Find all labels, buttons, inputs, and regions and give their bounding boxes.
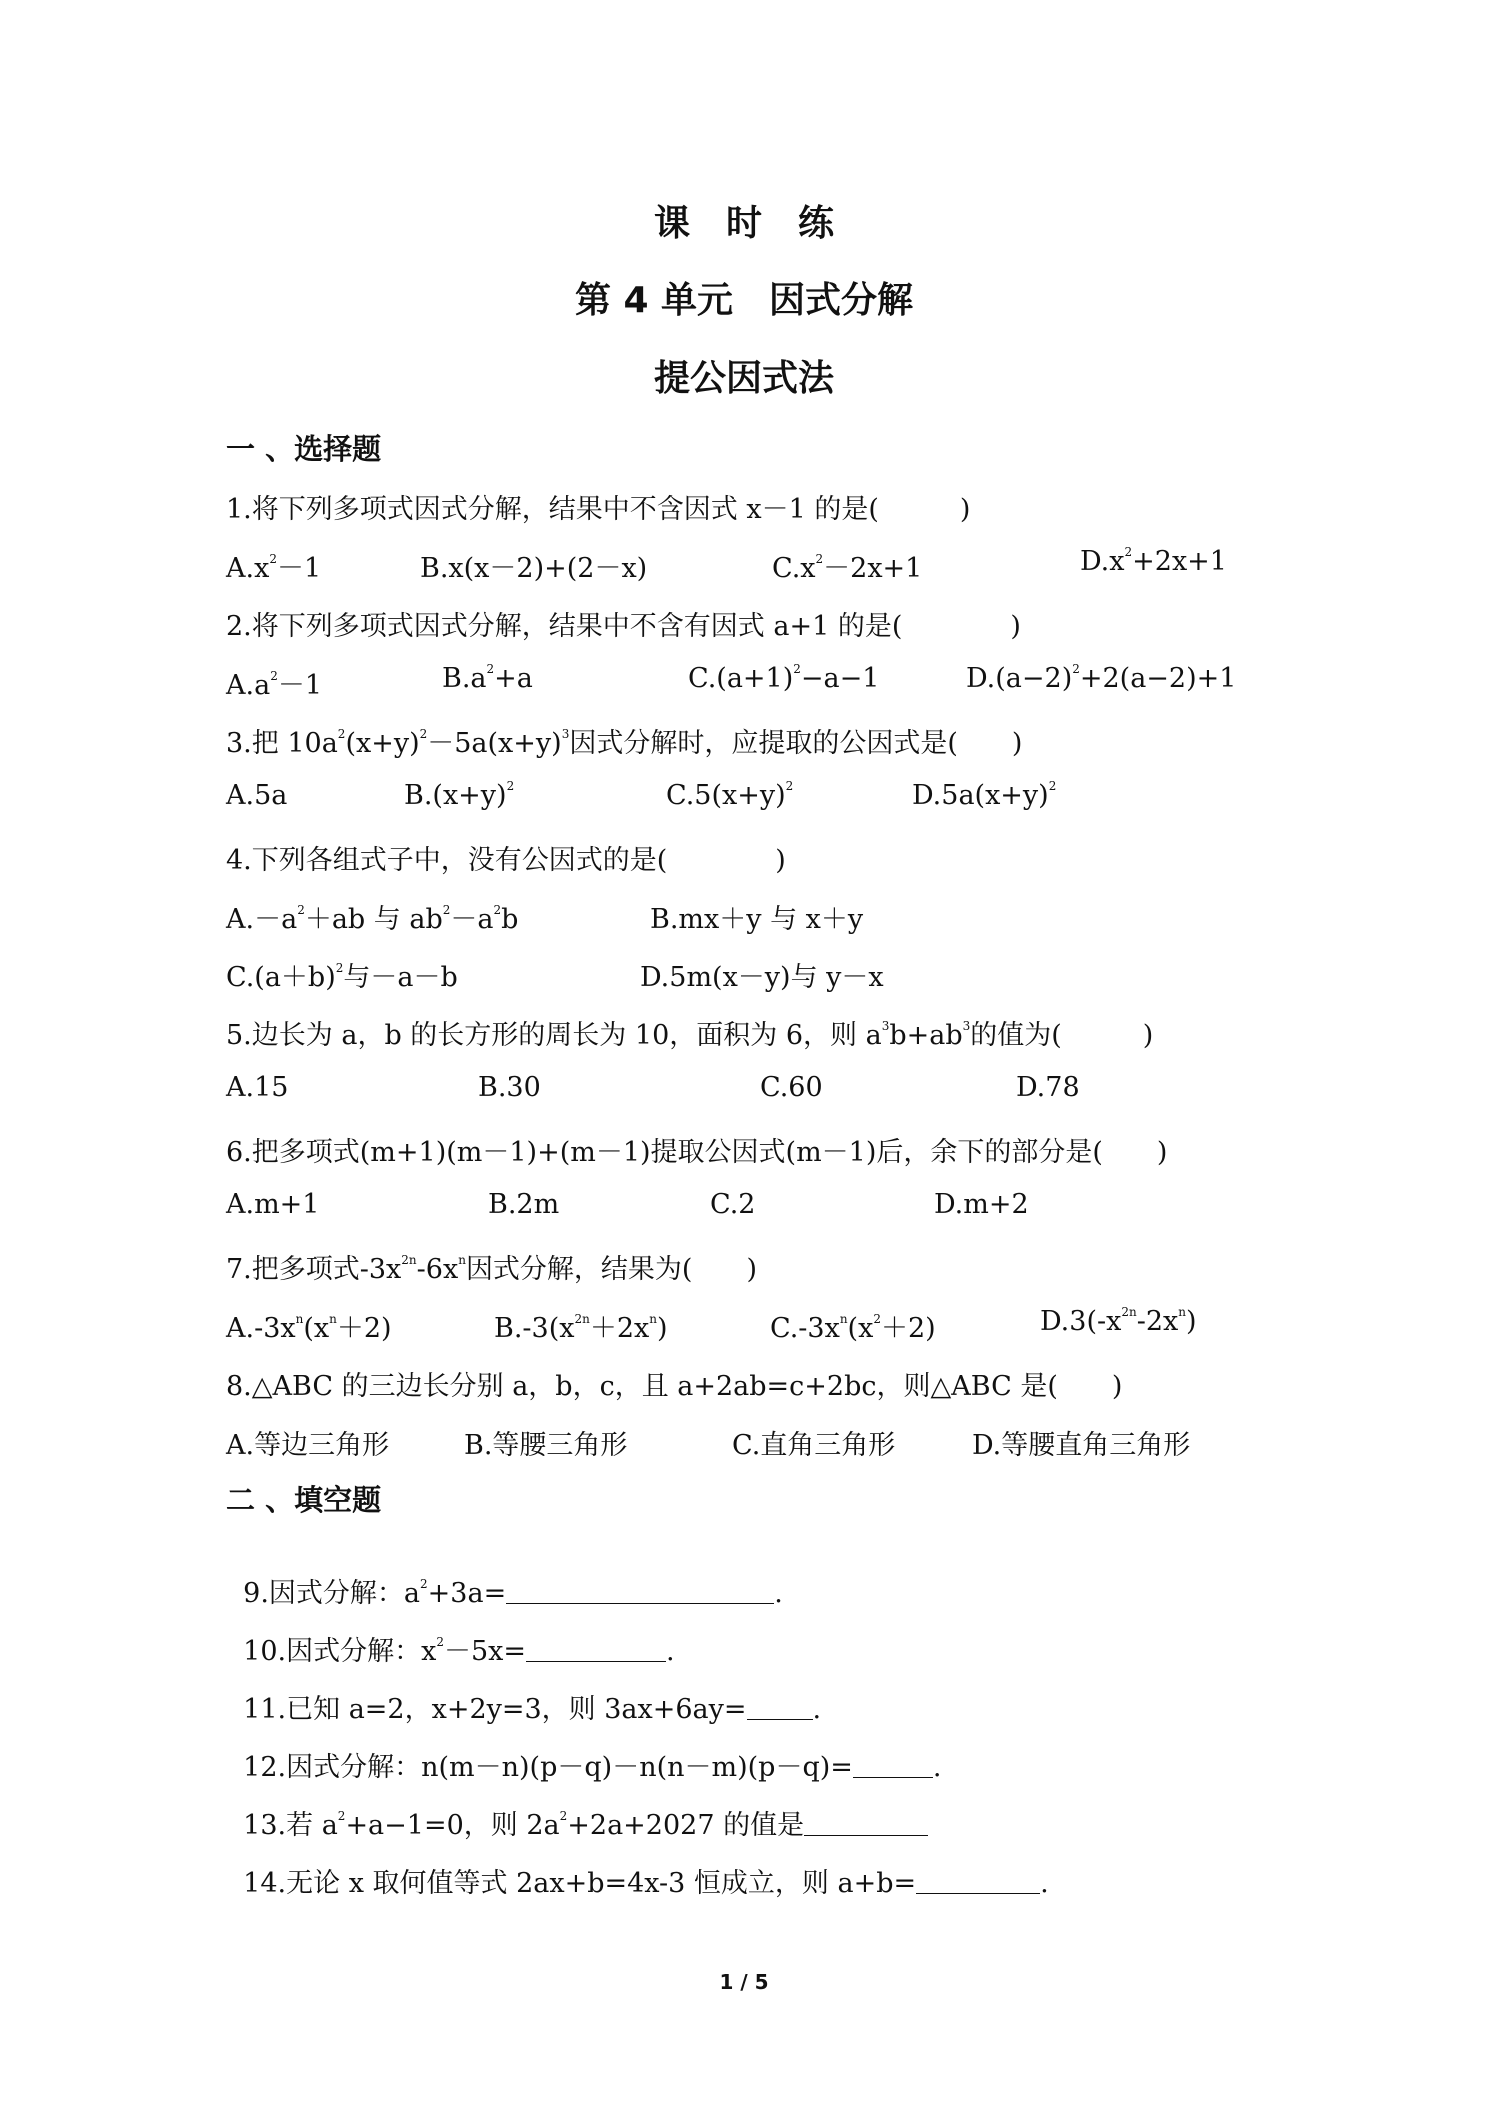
question-4-option-d: D.5m(x－y)与 y－x (640, 962, 884, 993)
question-5-option-c: C.60 (760, 1072, 823, 1103)
page-number: 1 / 5 (719, 1970, 769, 1994)
question-3-option-c: $C.5(x+y)^2$ (666, 779, 794, 811)
answer-blank[interactable] (916, 1869, 1040, 1894)
question-14 (226, 1830, 1049, 1900)
question-1-option-c: $C.x^2-2x+1$ (772, 552, 923, 584)
question-6-option-c: C.2 (710, 1189, 756, 1220)
question-2-stem: 2.将下列多项式因式分解，结果中不含有因式 a+1 的是( ) (226, 611, 1021, 642)
question-2-option-c: $C.(a+1)^2-a-1$ (688, 662, 880, 694)
question-6-option-a: A.m+1 (226, 1189, 320, 1220)
question-11-tail: . (812, 1694, 822, 1725)
question-5-option-b: B.30 (478, 1072, 541, 1103)
section-heading-fill: 二 、填空题 (226, 1483, 382, 1517)
question-1-option-a: $A.x^2-1$ (226, 552, 322, 584)
question-9-tail: . (774, 1578, 783, 1609)
question-3-option-b: $B.(x+y)^2$ (404, 779, 515, 811)
question-3-option-d: $D.5a(x+y)^2$ (912, 779, 1057, 811)
question-2-option-b: $B.a^2+a$ (442, 662, 533, 694)
question-8-option-d: D.等腰直角三角形 (972, 1430, 1191, 1461)
question-11-stem: 11.已知 a=2，x+2y=3，则 3ax+6ay= (243, 1694, 747, 1725)
question-10-tail: . (666, 1636, 675, 1667)
question-6-option-b: B.2m (488, 1189, 560, 1220)
question-1-option-d: $D.x^2+2x+1$ (1080, 545, 1227, 577)
question-1-option-b: B.x(x－2)+(2－x) (420, 553, 648, 584)
section-heading-choice: 一 、选择题 (226, 432, 382, 466)
question-7-option-a: $A.-3x^n(x^n+2)$ (226, 1312, 392, 1344)
question-8-stem: 8.△ABC 的三边长分别 a，b，c，且 a+2ab=c+2bc，则△ABC 是( ) (226, 1371, 1123, 1402)
question-12-tail: . (932, 1752, 942, 1783)
page-title: 课 时 练 (653, 203, 834, 244)
question-2-option-a: $A.a^2-1$ (226, 669, 323, 701)
question-3-option-a: A.5a (226, 780, 288, 811)
question-14-stem: 14.无论 x 取何值等式 2ax+b=4x-3 恒成立，则 a+b= (243, 1868, 917, 1899)
question-7-option-c: $C.-3x^n(x^2+2)$ (770, 1312, 936, 1344)
question-6-option-d: D.m+2 (934, 1189, 1029, 1220)
question-13-stem: 13.若 $a^2+a-1=0$，则 $2a^2+2a+2027$ 的值是 (243, 1809, 805, 1841)
question-7-stem: 7.把多项式$-3x^{2n}-6x^n$因式分解，结果为( ) (226, 1253, 758, 1285)
question-12-stem: 12.因式分解：n(m－n)(p－q)－n(n－m)(p－q)= (243, 1752, 853, 1783)
unit-title: 第 4 单元 因式分解 (574, 280, 914, 321)
question-3-stem: 3.把 $10a^2(x+y)^2-5a(x+y)^3$因式分解时，应提取的公因式是( ) (226, 727, 1023, 759)
question-4-option-b: B.mx＋y 与 x＋y (650, 904, 864, 935)
topic-title: 提公因式法 (653, 358, 834, 399)
question-8-option-a: A.等边三角形 (226, 1430, 390, 1461)
question-5-option-a: A.15 (226, 1072, 289, 1103)
question-2-option-d: $D.(a-2)^2+2(a-2)+1$ (966, 662, 1237, 694)
question-5-option-d: D.78 (1016, 1072, 1080, 1103)
question-4-stem: 4.下列各组式子中，没有公因式的是( ) (226, 845, 786, 876)
question-4-option-a: $A.-a^2+ab$ 与 $ab^2-a^2b$ (226, 903, 519, 935)
question-7-option-d: $D.3(-x^{2n}-2x^n)$ (1040, 1305, 1197, 1337)
question-1-stem: 1.将下列多项式因式分解，结果中不含因式 x－1 的是( ) (226, 494, 971, 525)
question-14-tail: . (1040, 1868, 1049, 1899)
question-5-stem: 5.边长为 a，b 的长方形的周长为 10，面积为 6，则 $a^3b+ab^3$的值为( ) (226, 1019, 1154, 1051)
question-6-stem: 6.把多项式(m+1)(m－1)+(m－1)提取公因式(m－1)后，余下的部分是( ) (226, 1137, 1168, 1168)
question-8-option-c: C.直角三角形 (732, 1430, 896, 1461)
question-10-stem: 10.因式分解：$x^2-5x=$ (243, 1635, 527, 1667)
question-9-stem: 9.因式分解：$a^2+3a=$ (243, 1577, 507, 1609)
question-7-option-b: $B.-3(x^{2n}+2x^n)$ (494, 1312, 668, 1344)
question-4-option-c: $C.(a+b)^2$与－a－b (226, 961, 458, 993)
question-8-option-b: B.等腰三角形 (464, 1430, 628, 1461)
